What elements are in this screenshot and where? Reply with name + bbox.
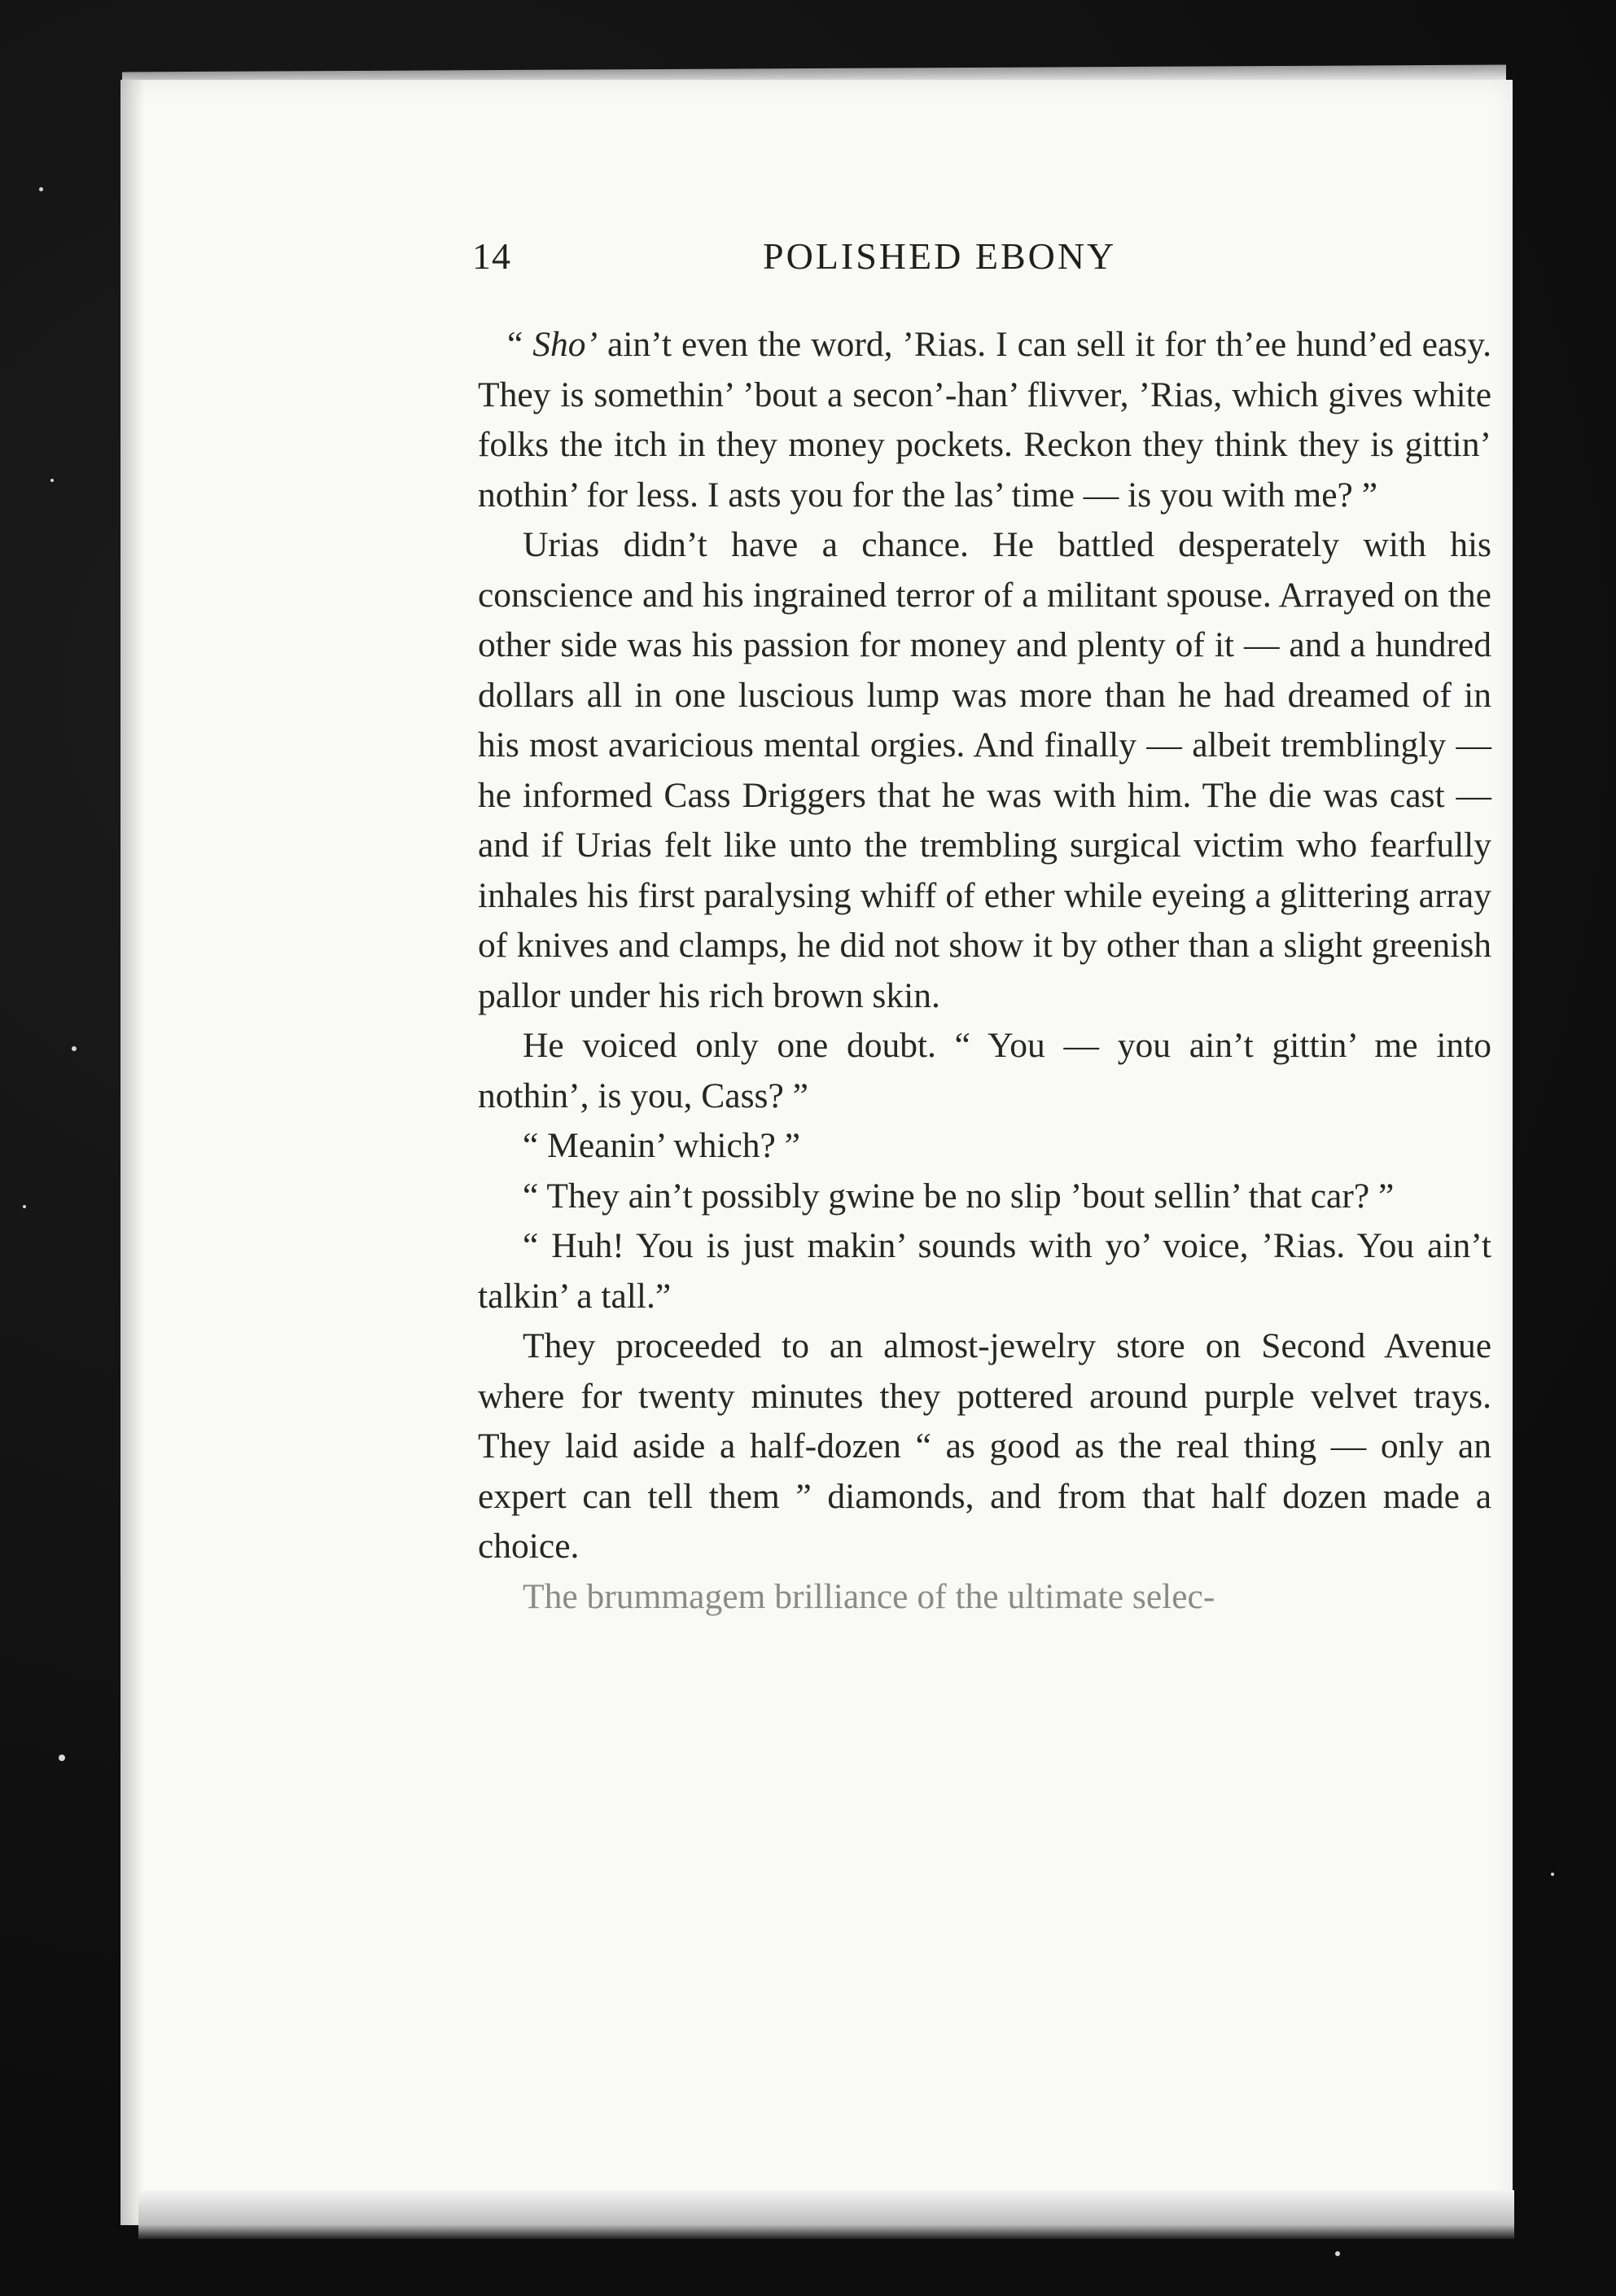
- dust-speck: [1551, 1873, 1554, 1876]
- paragraph: “ Huh! You is just makin’ sounds with yo’ voice, ’Rias. You ain’t talkin’ a tall.”: [478, 1226, 1491, 1316]
- italic-word: Sho’: [532, 325, 598, 364]
- dust-speck: [59, 1755, 65, 1761]
- paragraph-text: ain’t even the word, ’Rias. I can sell it for th’ee hund’ed easy. They is somethin’ ’bout a secon’-han’ flivver, ’Rias, which gives white folks the itch in they money pockets. Reckon they think they is gittin’ nothin’ for less. I asts you for the las’ time — is you with me? ”: [478, 325, 1491, 515]
- quote-mark: “: [507, 325, 533, 364]
- page-bottom-edge: [138, 2190, 1514, 2239]
- dust-speck: [50, 479, 54, 482]
- dust-speck: [1335, 2251, 1340, 2256]
- body-text: [478, 320, 1491, 1622]
- paragraph: [478, 320, 1491, 520]
- paragraph: Urias didn’t have a chance. He battled desperately with his conscience and his ingrained terror of a militant spouse. Arrayed on the other side was his passion for money and plenty of it — and a hundred dollars all in one luscious lump was more than he had dreamed of in his most avaricious mental orgies. And finally — albeit tremblingly — he informed Cass Driggers that he was with him. The die was cast — and if Urias felt like unto the trembling surgical victim who fearfully inhales his first paralysing whiff of ether while eyeing a glittering array of knives and clamps, he did not show it by other than a slight greenish pallor under his rich brown skin.: [478, 525, 1491, 1015]
- dust-speck: [39, 187, 43, 191]
- paragraph: They proceeded to an almost-jewelry store on Second Avenue where for twenty minutes they pottered around purple velvet trays. They laid aside a half-dozen “ as good as the real thing — only an expert can tell them ” diamonds, and from that half dozen made a choice.: [478, 1326, 1491, 1566]
- paragraph: “ Meanin’ which? ”: [523, 1126, 800, 1165]
- page-gutter-shadow: [120, 80, 145, 2225]
- paragraph: He voiced only one doubt. “ You — you ain’t gittin’ me into nothin’, is you, Cass? ”: [478, 1026, 1491, 1115]
- paragraph: “ They ain’t possibly gwine be no slip ’bout sellin’ that car? ”: [523, 1176, 1395, 1216]
- page-number: 14: [472, 235, 511, 277]
- running-title: POLISHED EBONY: [763, 235, 1117, 277]
- running-header: [472, 234, 1197, 283]
- paragraph-last-line: The brummagem brilliance of the ultimate selec-: [523, 1576, 1215, 1616]
- dust-speck: [72, 1046, 77, 1051]
- dust-speck: [23, 1205, 26, 1208]
